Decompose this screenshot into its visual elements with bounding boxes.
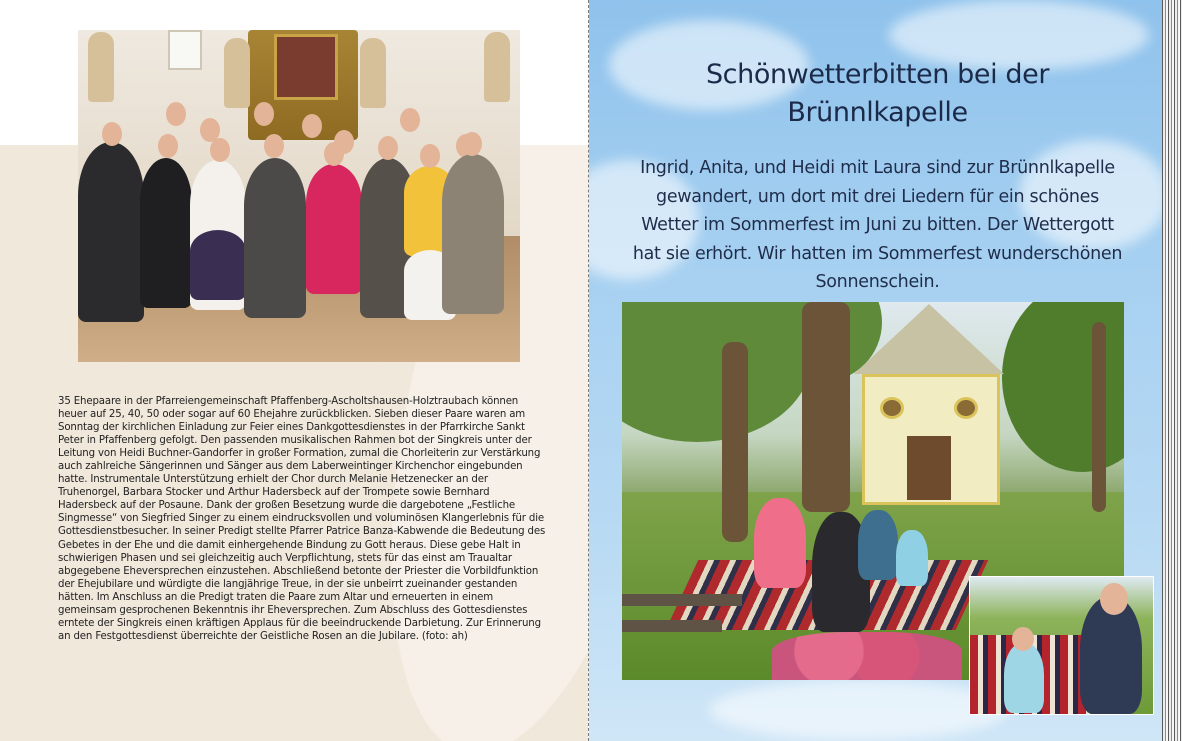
person-head (378, 136, 398, 160)
right-page (589, 0, 1162, 741)
flowers (772, 632, 962, 680)
article-body-text: 35 Ehepaare in der Pfarreiengemeinschaft Pfaffenberg-Ascholtshausen-Holztraubach können heuer auf 25, 40, 50 oder sogar auf 60 Ehejahre zurückblicken. Sieben dieser Paare waren am Sonntag der kirchlichen Einladung zur Feier eines Dankgottesdienstes in der Pfarrkirche Sankt Peter in Pfaffenberg gefolgt. Den passenden musikalischen Rahmen bot der Singkreis unter der Leitung von Heidi Buchner-Gandorfer in großer Formation, zumal die Chorleiterin zur Verstärkung auch zahlreiche Sängerinnen und Sänger aus dem Laberweintinger Kirchenchor eingebunden hatte. Instrumentale Unterstützung erhielt der Chor durch Melanie Hetzenecker an der Truhenorgel, Barbara Stocker und Arthur Hadersbeck auf der Trompete sowie Bernhard Hadersbeck auf der Posaune. Dank der großen Besetzung wurde die dargebotene „Festliche Singmesse“ von Siegfried Singer zu einem eindrucksvollen und voluminösen Klangerlebnis für die Gottesdienstbesucher. In seiner Predigt stellte Pfarrer Patrice Banza-Kabwende die Bedeutung des Gebetes in der Ehe und die damit einhergehende Bindung zu Gott heraus. Diese gebe Halt in schwierigen Phasen und sei gleichzeitig auch Verpflichtung, stets für das einst am Traualtar abgegebene Eheversprechen einzustehen. Abschließend betonte der Priester die Vorbildfunktion der Ehejubilare und würdigte die langjährige Treue, in der sie unbeirrt zueinander gestanden hätten. Im Anschluss an die Predigt traten die Paare zum Altar und erneuerten in einem gemeinsam gesprochenen Bekenntnis ihr Eheversprechen. Zum Abschluss des Gottesdienstes erntete der Singkreis einen kräftigen Applaus für die beeindruckende Darbietung. Zur Erinnerung an den Festgottesdienst überreichte der Geistliche Rosen an die Jubilare. (foto: ah) (58, 396, 546, 642)
person-head (210, 138, 230, 162)
statue (360, 38, 386, 108)
tree-trunk (722, 342, 748, 542)
photo-inset-picnic (969, 576, 1154, 715)
chapel-door (907, 436, 951, 500)
page-edge-border (1162, 0, 1182, 741)
photo-jubilee-couples (78, 30, 520, 362)
person-head (324, 142, 344, 166)
child-sitting (896, 530, 928, 586)
person (244, 158, 306, 318)
chapel-window (880, 397, 904, 419)
person-head (166, 102, 186, 126)
statue (224, 38, 250, 108)
person-sitting (858, 510, 898, 580)
person-head (420, 144, 440, 168)
person-head (1012, 627, 1034, 651)
tree-trunk (1092, 322, 1106, 512)
chapel-window (954, 397, 978, 419)
person (78, 142, 144, 322)
person-head (102, 122, 122, 146)
person-head (400, 108, 420, 132)
person-sitting (754, 498, 806, 588)
altar-painting (274, 34, 338, 100)
person (306, 164, 362, 294)
cloud (709, 680, 1009, 740)
bench (622, 594, 742, 606)
article-title: Schönwetterbitten bei der Brünnlkapelle (705, 59, 1050, 128)
statue (484, 32, 510, 102)
person (190, 230, 246, 300)
person-head (462, 132, 482, 156)
person-head (264, 134, 284, 158)
person-head (158, 134, 178, 158)
child-sitting (1004, 643, 1044, 713)
person-head (302, 114, 322, 138)
person (442, 154, 504, 314)
person (140, 158, 192, 308)
tree-trunk (802, 302, 850, 512)
left-page (0, 0, 588, 741)
person-head (1100, 583, 1128, 615)
article-intro-text: Ingrid, Anita, und Heidi mit Laura sind zur Brünnlkapelle gewandert, um dort mit drei Liedern für ein schönes Wetter im Sommerfest im Juni zu bitten. Der Wettergott hat sie erhört. Wir hatten im Sommerfest wunderschönen Sonnenschein. (632, 158, 1123, 292)
person-head (254, 102, 274, 126)
bench (622, 620, 722, 632)
church-window (168, 30, 202, 70)
statue (88, 32, 114, 102)
